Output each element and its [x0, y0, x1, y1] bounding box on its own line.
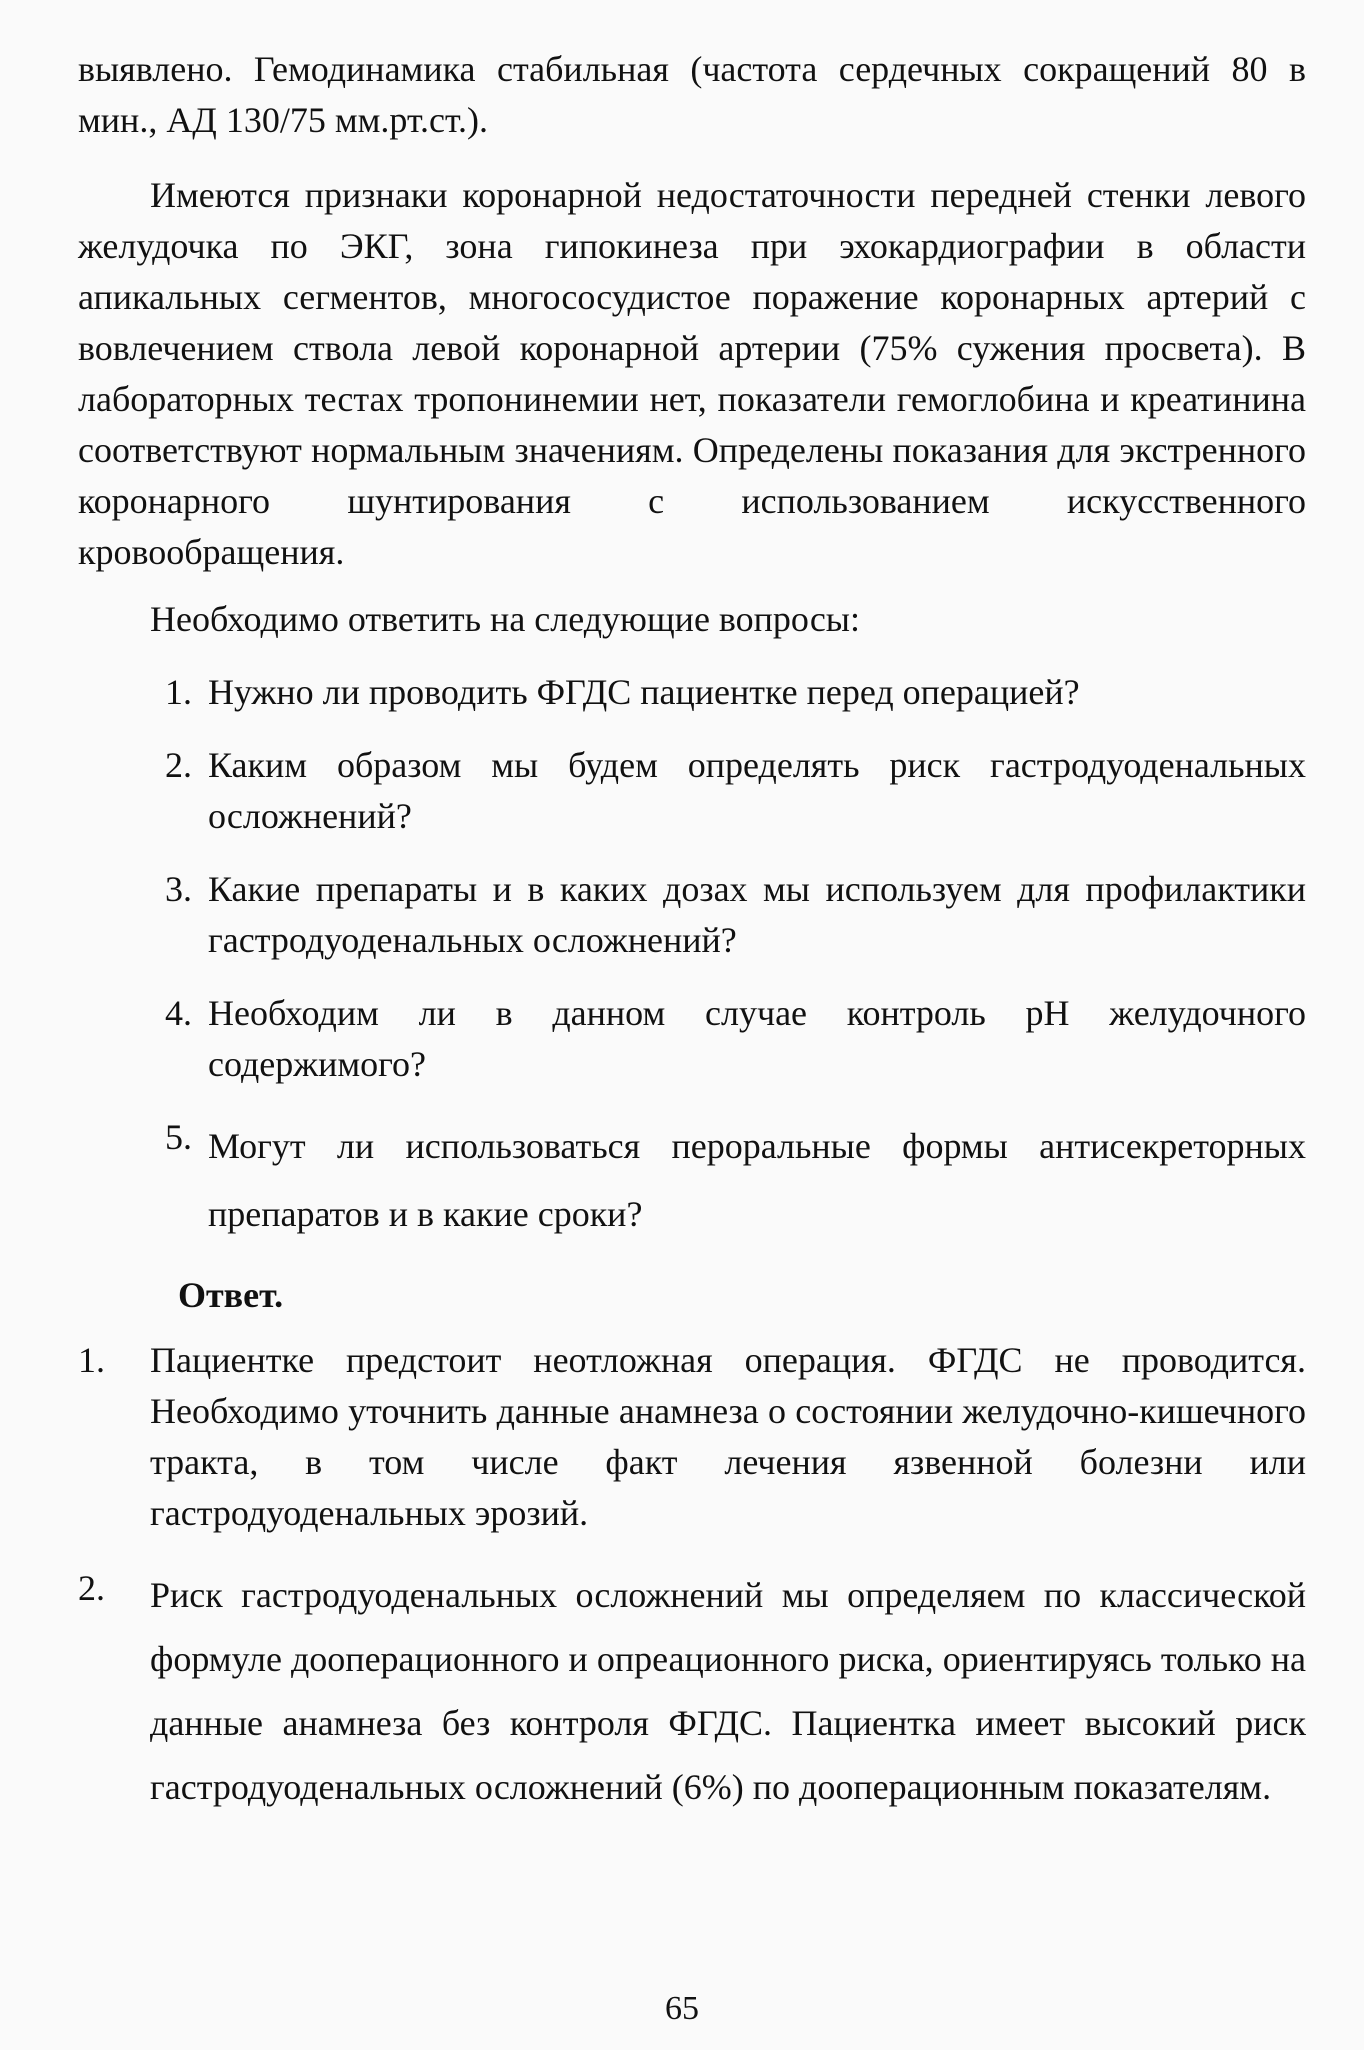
- page-number: 65: [665, 1990, 699, 2027]
- answer-heading: Ответ.: [178, 1275, 284, 1315]
- answer-number: 2.: [78, 1568, 105, 1608]
- questions-list: [78, 667, 1306, 1248]
- question-item: [78, 667, 1306, 718]
- question-text: Каким образом мы будем определять риск гастродуоденальных осложнений?: [208, 745, 1306, 836]
- question-item: [78, 1112, 1306, 1248]
- paragraph-continuation: выявлено. Гемодинамика стабильная (частота сердечных сокращений 80 в мин., АД 130/75 мм.рт.ст.).: [78, 49, 1306, 140]
- answer-text: Риск гастродуоденальных осложнений мы определяем по классической формуле дооперационного и опреационного риска, ориентируясь только на данные анамнеза без контроля ФГДС. Пациентка имеет высокий риск гастродуоденальных осложнений (6%) по дооперационным показателям.: [150, 1575, 1306, 1807]
- answer-number: 1.: [78, 1340, 105, 1380]
- question-text: Нужно ли проводить ФГДС пациентке перед операцией?: [208, 672, 1080, 712]
- answer-text: Пациентке предстоит неотложная операция. ФГДС не проводится. Необходимо уточнить данные анамнеза о состоянии желудочно-кишечного тракта, в том числе факт лечения язвенной болезни или гастродуоденальных эрозий.: [150, 1340, 1306, 1533]
- question-item: [78, 740, 1306, 842]
- question-number: 2.: [165, 745, 192, 785]
- question-number: 4.: [165, 993, 192, 1033]
- answer-item: [78, 1563, 1306, 1819]
- question-text: Какие препараты и в каких дозах мы используем для профилактики гастродуоденальных осложнений?: [208, 869, 1306, 960]
- question-number: 5.: [165, 1117, 192, 1157]
- paragraph-clinical-findings: Имеются признаки коронарной недостаточности передней стенки левого желудочка по ЭКГ, зона гипокинеза при эхокардиографии в области апикальных сегментов, многососудистое поражение коронарных артерий с вовлечением ствола левой коронарной артерии (75% сужения просвета). В лабораторных тестах тропонинемии нет, показатели гемоглобина и креатинина соответствуют нормальным значениям. Определены показания для экстренного коронарного шунтирования с использованием искусственного кровообращения.: [78, 175, 1306, 572]
- text-column: [78, 44, 1306, 1843]
- question-item: [78, 988, 1306, 1090]
- question-number: 3.: [165, 869, 192, 909]
- answer-item: [78, 1335, 1306, 1539]
- question-text: Могут ли использоваться пероральные формы антисекреторных препаратов и в какие сроки?: [208, 1126, 1306, 1234]
- questions-intro: Необходимо ответить на следующие вопросы:: [150, 599, 860, 639]
- answers-list: [78, 1335, 1306, 1819]
- question-text: Необходим ли в данном случае контроль pH желудочного содержимого?: [208, 993, 1306, 1084]
- question-item: [78, 864, 1306, 966]
- question-number: 1.: [165, 672, 192, 712]
